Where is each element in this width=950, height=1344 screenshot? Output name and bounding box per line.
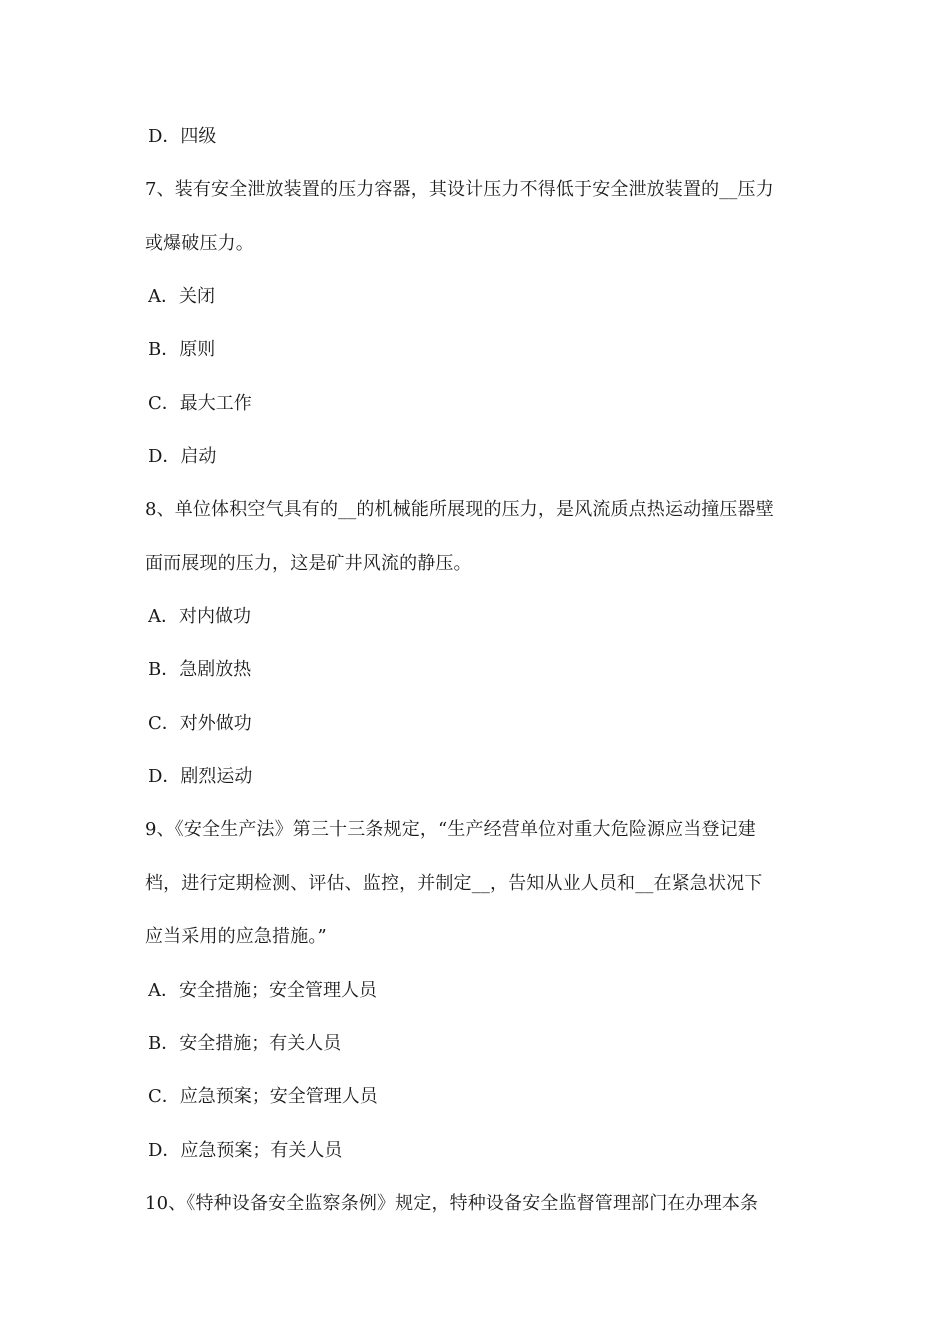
option-line: B．安全措施；有关人员: [148, 1033, 342, 1054]
option-line: B．原则: [148, 339, 216, 360]
question-line: 应当采用的应急措施。”: [145, 926, 327, 947]
option-line: D．四级: [148, 126, 217, 147]
option-line: A．安全措施；安全管理人员: [148, 980, 377, 1001]
question-line: 面而展现的压力，这是矿井风流的静压。: [145, 553, 472, 574]
option-line: A．对内做功: [148, 606, 251, 627]
question-line: 8、单位体积空气具有的__的机械能所展现的压力，是风流质点热运动撞压器壁: [145, 499, 774, 520]
question-line: 档，进行定期检测、评估、监控，并制定__，告知从业人员和__在紧急状况下: [145, 873, 763, 894]
option-line: D．剧烈运动: [148, 766, 253, 787]
question-line: 10、《特种设备安全监察条例》规定，特种设备安全监督管理部门在办理本条: [145, 1193, 759, 1214]
question-line: 7、装有安全泄放装置的压力容器，其设计压力不得低于安全泄放装置的__压力: [145, 179, 774, 200]
question-line: 9、《安全生产法》第三十三条规定，“生产经营单位对重大危险源应当登记建: [145, 819, 756, 840]
option-line: C．对外做功: [148, 713, 252, 734]
option-line: A．关闭: [148, 286, 215, 307]
option-line: C．最大工作: [148, 393, 252, 414]
question-line: 或爆破压力。: [145, 233, 254, 254]
option-line: B．急剧放热: [148, 659, 252, 680]
option-line: D．启动: [148, 446, 217, 467]
option-line: C．应急预案；安全管理人员: [148, 1086, 378, 1107]
option-line: D．应急预案；有关人员: [148, 1140, 343, 1161]
